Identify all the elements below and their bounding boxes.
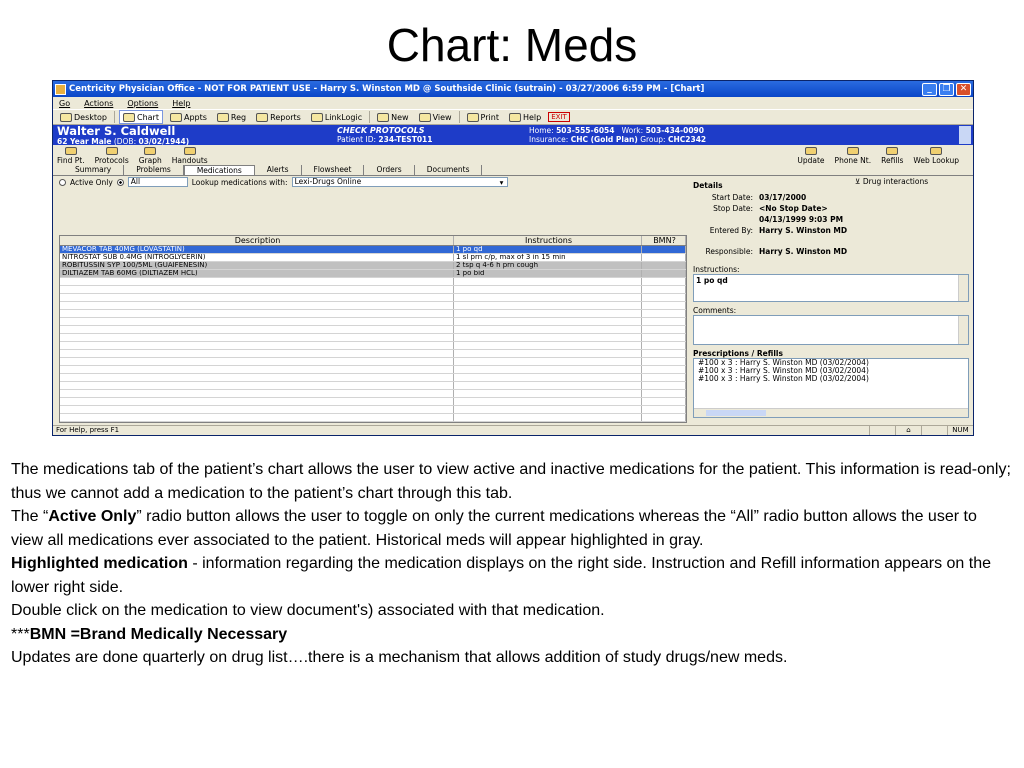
empty-cell	[60, 294, 454, 301]
new-icon	[377, 113, 389, 122]
desc-p5-a: ***	[11, 625, 30, 643]
menu-actions[interactable]: Actions	[84, 98, 114, 108]
empty-cell	[642, 374, 686, 381]
responsible-row	[693, 246, 969, 257]
desktop-label: Desktop	[74, 112, 107, 122]
desc-paragraph-3	[11, 552, 1011, 599]
row-description: ROBITUSSIN SYP 100/5ML (GUAIFENESIN)	[60, 262, 454, 269]
responsible-label: Responsible:	[705, 247, 753, 256]
empty-row	[60, 374, 686, 382]
stop-date-value: <No Stop Date>	[759, 204, 828, 213]
empty-cell	[642, 294, 686, 301]
details-heading: Details	[693, 181, 723, 190]
empty-row	[60, 318, 686, 326]
empty-cell	[642, 310, 686, 317]
table-row[interactable]	[60, 246, 686, 254]
chart-icon	[123, 113, 135, 122]
empty-cell	[454, 366, 642, 373]
empty-cell	[642, 382, 686, 389]
empty-cell	[60, 278, 454, 285]
lookup-label: Lookup medications with:	[191, 177, 288, 187]
dob-label: (DOB:	[113, 137, 137, 146]
empty-row	[60, 398, 686, 406]
active-only-label: Active Only	[70, 177, 113, 187]
desktop-button[interactable]	[57, 110, 110, 124]
find-pt-button[interactable]	[57, 147, 85, 165]
prescriptions-list[interactable]	[693, 358, 969, 418]
desc-p2-a: The “	[11, 508, 49, 525]
refills-button[interactable]	[881, 147, 903, 165]
entered-by-row	[693, 225, 969, 236]
col-bmn[interactable]: BMN?	[642, 236, 686, 245]
list-item[interactable]: #100 x 3 : Harry S. Winston MD (03/02/2004)	[698, 358, 869, 367]
empty-cell	[454, 342, 642, 349]
empty-cell	[60, 398, 454, 405]
instructions-box[interactable]	[693, 274, 969, 302]
group-value: CHC2342	[667, 135, 707, 144]
patient-demographics	[57, 137, 337, 146]
new-label: New	[391, 112, 409, 122]
desc-p3-b: Highlighted medication	[11, 555, 188, 572]
reg-label: Reg	[230, 112, 247, 122]
web-lookup-icon	[930, 147, 942, 155]
empty-cell	[642, 390, 686, 397]
chart-tabs	[53, 165, 973, 176]
patient-name: Walter S. Caldwell	[57, 124, 176, 138]
web-lookup-button[interactable]	[913, 147, 959, 165]
row-description: NITROSTAT SUB 0.4MG (NITROGLYCERIN)	[60, 254, 454, 261]
desc-paragraph-2	[11, 505, 1011, 552]
print-label: Print	[480, 112, 499, 122]
menubar	[53, 97, 973, 109]
empty-cell	[454, 326, 642, 333]
exit-button[interactable]: EXIT	[548, 112, 570, 122]
patient-id-line	[337, 135, 529, 144]
patient-banner	[53, 125, 973, 145]
empty-cell	[454, 318, 642, 325]
banner-scrollbar[interactable]	[959, 126, 971, 144]
row-description: DILTIAZEM TAB 60MG (DILTIAZEM HCL)	[60, 270, 454, 277]
empty-rows	[60, 278, 686, 422]
grid-header	[60, 236, 686, 246]
chart-navbar	[53, 145, 973, 165]
status-pane	[921, 426, 947, 435]
empty-cell	[642, 414, 686, 421]
stop-date-label: Stop Date:	[713, 204, 753, 213]
empty-cell	[60, 406, 454, 413]
empty-cell	[642, 318, 686, 325]
start-date-label: Start Date:	[711, 193, 753, 202]
all-field[interactable]: All	[128, 177, 188, 187]
drug-interactions-label: Drug interactions	[862, 177, 929, 186]
empty-cell	[60, 334, 454, 341]
entered-date-value: 04/13/1999 9:03 PM	[759, 215, 844, 224]
empty-cell	[60, 302, 454, 309]
empty-cell	[642, 278, 686, 285]
empty-cell	[60, 366, 454, 373]
protocols-button[interactable]	[95, 147, 129, 165]
desc-p2-c: ” radio button allows the user to toggle on only the current medications whereas the “All” radio button allows the user to view all medications ever associated to the patient. Historical meds will appear highlighted in gray.	[11, 508, 977, 549]
empty-cell	[454, 302, 642, 309]
phone-nt-label: Phone Nt.	[834, 156, 872, 165]
tab-flowsheet[interactable]: Flowsheet	[302, 165, 365, 175]
view-icon	[419, 113, 431, 122]
comments-box[interactable]	[693, 315, 969, 345]
prescriptions-hscrollbar[interactable]	[694, 408, 968, 417]
insurance-line	[529, 135, 706, 144]
empty-cell	[454, 310, 642, 317]
patient-age-sex: 62 Year Male	[57, 137, 112, 146]
tab-summary[interactable]: Summary	[63, 165, 124, 175]
empty-row	[60, 286, 686, 294]
graph-label: Graph	[138, 156, 162, 165]
tab-alerts[interactable]: Alerts	[255, 165, 302, 175]
comments-label: Comments:	[693, 306, 737, 315]
help-button[interactable]	[506, 110, 544, 124]
insurance-value: CHC (Gold Plan)	[570, 135, 638, 144]
table-row[interactable]	[60, 270, 686, 278]
desc-p5-b: BMN =Brand Medically Necessary	[29, 625, 288, 643]
row-bmn	[642, 246, 686, 253]
list-item[interactable]: #100 x 3 : Harry S. Winston MD (03/02/2004)	[698, 374, 869, 383]
entered-by-value: Harry S. Winston MD	[759, 226, 848, 235]
protocols-label: Protocols	[94, 156, 129, 165]
appts-label: Appts	[183, 112, 207, 122]
empty-row	[60, 278, 686, 286]
prescriptions-label: Prescriptions / Refills	[693, 349, 783, 358]
active-only-radio[interactable]	[59, 179, 66, 186]
empty-row	[60, 382, 686, 390]
desc-p3-c: - information regarding the medication displays on the right side. Instruction and Refill information appears on the lower right side.	[11, 555, 991, 596]
instructions-label: Instructions:	[693, 265, 740, 274]
reports-button[interactable]	[253, 110, 304, 124]
desc-paragraph-6: Updates are done quarterly on drug list….there is a mechanism that allows addition of study drugs/new meds.	[11, 649, 788, 666]
stop-date-row	[693, 203, 969, 214]
start-date-value: 03/17/2000	[759, 193, 807, 202]
linklogic-icon	[311, 113, 323, 122]
chart-button[interactable]	[119, 110, 163, 124]
menu-help[interactable]: Help	[172, 98, 191, 108]
num-lock-indicator: NUM	[947, 426, 973, 435]
empty-cell	[454, 350, 642, 357]
status-icons: ⌂	[895, 426, 921, 435]
empty-cell	[454, 374, 642, 381]
empty-cell	[642, 358, 686, 365]
find-pt-icon	[65, 147, 77, 155]
print-icon	[467, 113, 479, 122]
help-icon	[509, 113, 521, 122]
col-instructions[interactable]: Instructions	[454, 236, 642, 245]
graph-button[interactable]	[139, 147, 162, 165]
minimize-icon[interactable]: _	[922, 83, 937, 96]
list-item[interactable]: #100 x 3 : Harry S. Winston MD (03/02/2004)	[698, 366, 869, 375]
empty-cell	[454, 382, 642, 389]
check-protocols-link[interactable]: CHECK PROTOCOLS	[337, 126, 425, 135]
empty-row	[60, 406, 686, 414]
empty-cell	[454, 390, 642, 397]
empty-cell	[60, 382, 454, 389]
desc-p2-b: Active Only	[48, 508, 137, 525]
row-instructions: 1 po bid	[454, 270, 642, 277]
appts-icon	[170, 113, 182, 122]
empty-cell	[60, 350, 454, 357]
slide-description	[11, 458, 1011, 670]
start-date-row	[693, 192, 969, 203]
reg-icon	[217, 113, 229, 122]
update-label: Update	[797, 156, 825, 165]
empty-row	[60, 366, 686, 374]
empty-cell	[60, 310, 454, 317]
empty-row	[60, 334, 686, 342]
entered-date-row	[693, 214, 969, 225]
table-row[interactable]	[60, 262, 686, 270]
responsible-value: Harry S. Winston MD	[759, 247, 848, 256]
phone-line	[529, 126, 706, 135]
entered-date-spacer	[693, 214, 759, 225]
row-bmn	[642, 270, 686, 277]
window-titlebar	[53, 81, 973, 97]
reports-label: Reports	[270, 112, 301, 122]
empty-row	[60, 342, 686, 350]
chart-label: Chart	[137, 112, 159, 122]
handouts-icon	[184, 147, 196, 155]
home-phone: 503-555-6054	[556, 126, 615, 135]
lookup-select[interactable]: Lexi-Drugs Online	[292, 177, 508, 187]
reports-icon	[256, 113, 268, 122]
tab-problems[interactable]: Problems	[124, 165, 184, 175]
close-icon[interactable]: ✕	[956, 83, 971, 96]
protocols-icon	[106, 147, 118, 155]
handouts-label: Handouts	[171, 156, 208, 165]
row-instructions: 2 tsp q 4-6 h prn cough	[454, 262, 642, 269]
toolbar-divider	[114, 111, 115, 123]
linklogic-button[interactable]	[308, 110, 365, 124]
toolbar-divider	[369, 111, 370, 123]
graph-icon	[144, 147, 156, 155]
row-bmn	[642, 254, 686, 261]
entered-by-label: Entered By:	[709, 226, 753, 235]
empty-cell	[642, 366, 686, 373]
medication-grid	[59, 235, 687, 423]
web-lookup-label: Web Lookup	[913, 156, 959, 165]
empty-cell	[60, 342, 454, 349]
view-button[interactable]	[416, 110, 455, 124]
reg-button[interactable]	[214, 110, 249, 124]
empty-cell	[454, 414, 642, 421]
group-label: Group:	[640, 135, 666, 144]
appts-button[interactable]	[167, 110, 210, 124]
empty-cell	[60, 326, 454, 333]
empty-cell	[642, 286, 686, 293]
empty-row	[60, 390, 686, 398]
empty-cell	[642, 334, 686, 341]
empty-cell	[454, 334, 642, 341]
empty-cell	[60, 414, 454, 421]
status-bar	[53, 425, 973, 435]
status-text: For Help, press F1	[56, 426, 120, 434]
menu-go[interactable]: Go	[59, 98, 71, 108]
empty-cell	[60, 286, 454, 293]
empty-row	[60, 310, 686, 318]
row-bmn	[642, 262, 686, 269]
empty-cell	[642, 406, 686, 413]
tab-documents[interactable]: Documents	[415, 165, 483, 175]
view-label: View	[432, 112, 452, 122]
desktop-icon	[60, 113, 72, 122]
details-panel	[693, 181, 969, 425]
scroll-thumb[interactable]	[706, 410, 766, 416]
empty-row	[60, 414, 686, 422]
status-pane	[869, 426, 895, 435]
window-title: Centricity Physician Office - NOT FOR PATIENT USE - Harry S. Winston MD @ Southside Clinic (sutrain) - 03/27/2006 6:59 PM - [Chart]	[69, 84, 705, 94]
patient-id: 234-TEST011	[378, 135, 433, 144]
patient-id-label: Patient ID:	[337, 135, 377, 144]
empty-row	[60, 326, 686, 334]
print-button[interactable]	[464, 110, 502, 124]
all-radio[interactable]	[117, 179, 124, 186]
update-icon	[805, 147, 817, 155]
empty-cell	[454, 286, 642, 293]
toolbar	[53, 109, 973, 125]
toolbar-divider	[459, 111, 460, 123]
empty-cell	[454, 358, 642, 365]
linklogic-label: LinkLogic	[324, 112, 363, 122]
empty-row	[60, 302, 686, 310]
empty-cell	[454, 278, 642, 285]
phone-nt-button[interactable]	[835, 147, 872, 165]
update-button[interactable]	[797, 147, 824, 165]
empty-cell	[642, 398, 686, 405]
empty-cell	[60, 374, 454, 381]
app-window	[52, 80, 974, 436]
desc-paragraph-5	[11, 623, 1011, 647]
handouts-button[interactable]	[172, 147, 208, 165]
desc-paragraph-1: The medications tab of the patient’s chart allows the user to view active and inactive medications for the patient. This information is read-only; thus we cannot add a medication to the patient’s chart through this tab.	[11, 461, 1011, 502]
empty-cell	[642, 326, 686, 333]
instructions-value: 1 po qd	[696, 276, 728, 285]
patient-dob: 03/02/1944)	[138, 137, 190, 146]
empty-row	[60, 350, 686, 358]
tab-orders[interactable]: Orders	[364, 165, 414, 175]
empty-cell	[454, 406, 642, 413]
work-phone: 503-434-0090	[645, 126, 704, 135]
instructions-scrollbar[interactable]	[958, 275, 968, 301]
chevron-down-icon[interactable]: ▾	[499, 177, 504, 187]
tab-medications[interactable]: Medications	[184, 165, 255, 175]
empty-cell	[642, 302, 686, 309]
row-instructions: 1 po qd	[454, 246, 642, 253]
new-button[interactable]	[374, 110, 411, 124]
col-description[interactable]: Description	[60, 236, 454, 245]
find-pt-label: Find Pt.	[57, 156, 85, 165]
empty-cell	[60, 318, 454, 325]
empty-cell	[60, 390, 454, 397]
restore-icon[interactable]: ❐	[939, 83, 954, 96]
refills-icon	[886, 147, 898, 155]
empty-cell	[454, 294, 642, 301]
help-label: Help	[522, 112, 542, 122]
empty-cell	[642, 342, 686, 349]
app-icon	[55, 84, 66, 95]
refills-label: Refills	[881, 156, 904, 165]
slide-title: Chart: Meds	[386, 19, 638, 71]
menu-options[interactable]: Options	[127, 98, 159, 108]
empty-cell	[60, 358, 454, 365]
empty-row	[60, 358, 686, 366]
comments-scrollbar[interactable]	[958, 316, 968, 344]
empty-cell	[454, 398, 642, 405]
table-row[interactable]	[60, 254, 686, 262]
filter-icon: ⊻	[855, 177, 861, 186]
empty-row	[60, 294, 686, 302]
row-description: MEVACOR TAB 40MG (LOVASTATIN)	[60, 246, 454, 253]
desc-paragraph-4: Double click on the medication to view document's) associated with that medication.	[11, 602, 605, 619]
home-label: Home:	[529, 126, 554, 135]
insurance-label: Insurance:	[529, 135, 569, 144]
phone-icon	[847, 147, 859, 155]
work-label: Work:	[621, 126, 644, 135]
empty-cell	[642, 350, 686, 357]
row-instructions: 1 sl prn c/p, max of 3 in 15 min	[454, 254, 642, 261]
